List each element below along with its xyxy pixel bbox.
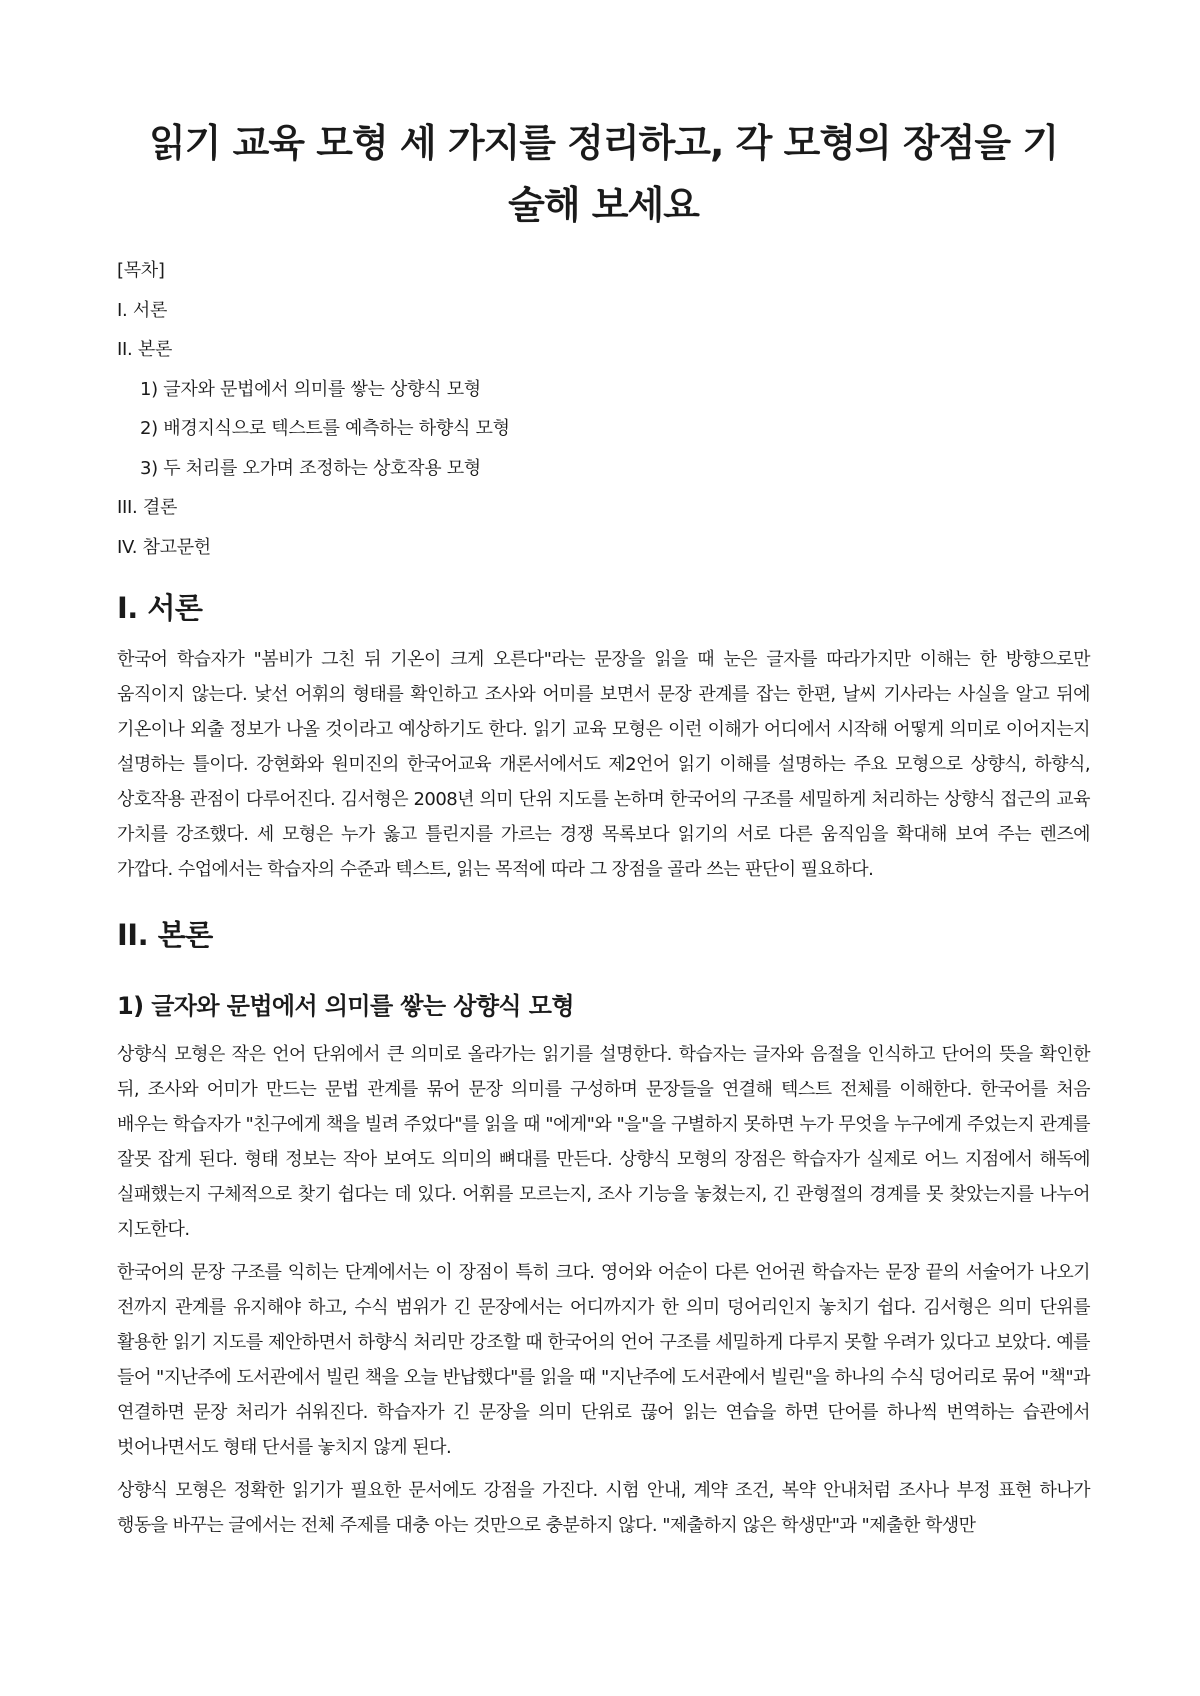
- intro-paragraph: 한국어 학습자가 "봄비가 그친 뒤 기온이 크게 오른다"라는 문장을 읽을 때 눈은 글자를 따라가지만 이해는 한 방향으로만 움직이지 않는다. 낯선 어휘의 형태를 확인하고 조사와 어미를 보면서 문장 관계를 잡는 한편, 날씨 기사라는 사실을 알고 뒤에 기온이나 외출 정보가 나올 것이라고 예상하기도 한다. 읽기 교육 모형은 이런 이해가 어디에서 시작해 어떻게 의미로 이어지는지 설명하는 틀이다. 강현화와 원미진의 한국어교육 개론서에서도 제2언어 읽기 이해를 설명하는 주요 모형으로 상향식, 하향식, 상호작용 관점이 다루어진다. 김서형은 2008년 의미 단위 지도를 논하며 한국어의 구조를 세밀하게 처리하는 상향식 접근의 교육 가치를 강조했다. 세 모형은 누가 옳고 틀린지를 가르는 경쟁 목록보다 읽기의 서로 다른 움직임을 확대해 보여 주는 렌즈에 가깝다. 수업에서는 학습자의 수준과 텍스트, 읽는 목적에 따라 그 장점을 골라 쓰는 판단이 필요하다.: [117, 648, 1090, 880]
- document-title: 읽기 교육 모형 세 가지를 정리하고, 각 모형의 장점을 기술해 보세요: [148, 121, 1059, 227]
- section-heading-body: II. 본론: [117, 917, 213, 952]
- toc-item-top-down: 2) 배경지식으로 텍스트를 예측하는 하향식 모형: [140, 418, 510, 439]
- toc-heading: [목차]: [117, 260, 165, 281]
- body-paragraph: 한국어의 문장 구조를 익히는 단계에서는 이 장점이 특히 크다. 영어와 어순이 다른 언어권 학습자는 문장 끝의 서술어가 나오기 전까지 관계를 유지해야 하고, 수식 범위가 긴 문장에서는 어디까지가 한 의미 덩어리인지 놓치기 쉽다. 김서형은 의미 단위를 활용한 읽기 지도를 제안하면서 하향식 처리만 강조할 때 한국어의 언어 구조를 세밀하게 다루지 못할 우려가 있다고 보았다. 예를 들어 "지난주에 도서관에서 빌린 책을 오늘 반납했다"를 읽을 때 "지난주에 도서관에서 빌린"을 하나의 수식 덩어리로 묶어 "책"과 연결하면 문장 처리가 쉬워진다. 학습자가 긴 문장을 의미 단위로 끊어 읽는 연습을 하면 단어를 하나씩 번역하는 습관에서 벗어나면서도 형태 단서를 놓치지 않게 된다.: [117, 1261, 1090, 1458]
- toc-item-intro: I. 서론: [117, 299, 168, 321]
- toc-item-interactive: 3) 두 처리를 오가며 조정하는 상호작용 모형: [140, 457, 481, 479]
- section-heading-intro: I. 서론: [117, 590, 203, 625]
- toc-item-references: IV. 참고문헌: [117, 536, 211, 558]
- toc-item-bottom-up: 1) 글자와 문법에서 의미를 쌓는 상향식 모형: [140, 378, 481, 400]
- table-of-contents: [117, 258, 1090, 560]
- toc-item-body: II. 본론: [117, 339, 173, 360]
- body-paragraph: 상향식 모형은 작은 언어 단위에서 큰 의미로 올라가는 읽기를 설명한다. 학습자는 글자와 음절을 인식하고 단어의 뜻을 확인한 뒤, 조사와 어미가 만드는 문법 관계를 묶어 문장 의미를 구성하며 문장들을 연결해 텍스트 전체를 이해한다. 한국어를 처음 배우는 학습자가 "친구에게 책을 빌려 주었다"를 읽을 때 "에게"와 "을"을 구별하지 못하면 누가 무엇을 누구에게 주었는지 관계를 잘못 잡게 된다. 형태 정보는 작아 보여도 의미의 뼈대를 만든다. 상향식 모형의 장점은 학습자가 실제로 어느 지점에서 해독에 실패했는지 구체적으로 찾기 쉽다는 데 있다. 어휘를 모르는지, 조사 기능을 놓쳤는지, 긴 관형절의 경계를 못 찾았는지를 나누어 지도한다.: [117, 1043, 1090, 1240]
- body-paragraph: 상향식 모형은 정확한 읽기가 필요한 문서에도 강점을 가진다. 시험 안내, 계약 조건, 복약 안내처럼 조사나 부정 표현 하나가 행동을 바꾸는 글에서는 전체 주제를 대충 아는 것만으로 충분하지 않다. "제출하지 않은 학생만"과 "제출한 학생만: [117, 1479, 1090, 1536]
- toc-item-conclusion: III. 결론: [117, 497, 178, 518]
- subsection-heading-bottom-up: 1) 글자와 문법에서 의미를 쌓는 상향식 모형: [117, 991, 574, 1020]
